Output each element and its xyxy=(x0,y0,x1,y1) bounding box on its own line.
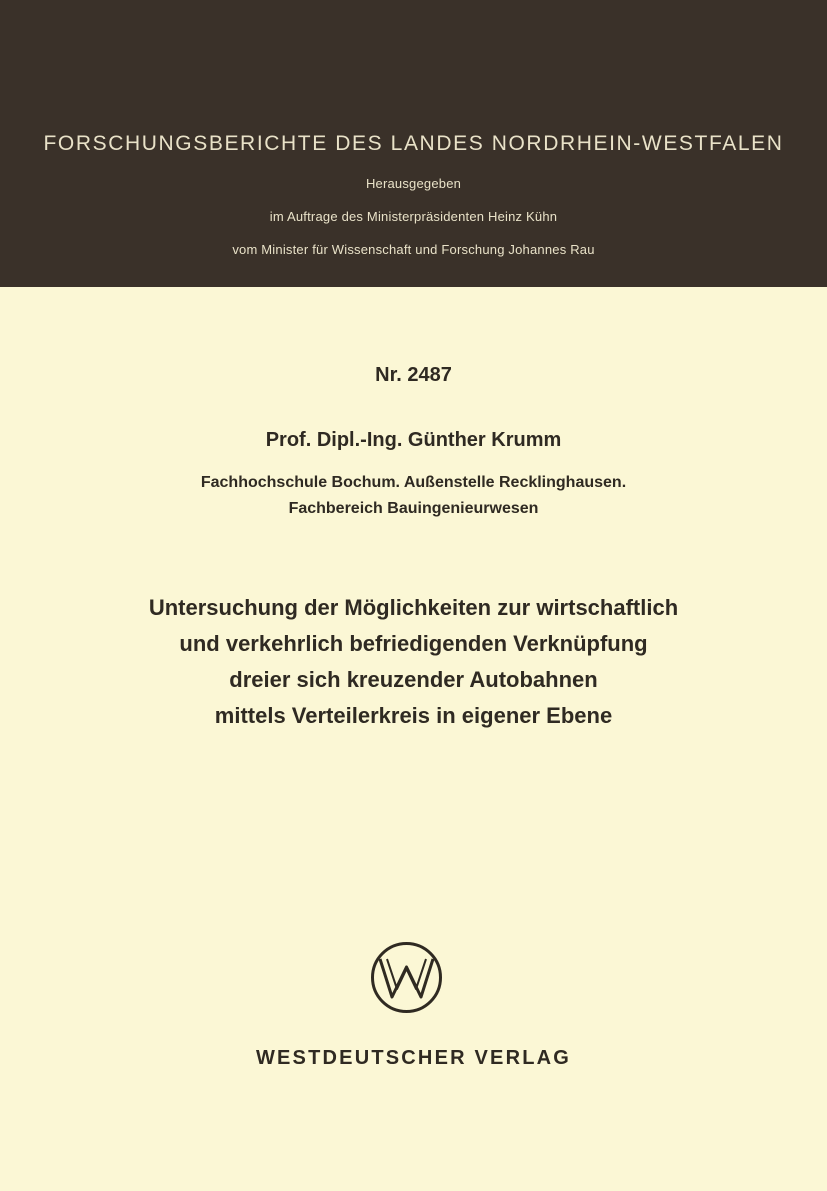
title-line: mittels Verteilerkreis in eigener Ebene xyxy=(214,703,613,728)
affiliation xyxy=(0,470,827,522)
editor-line-1: Herausgegeben xyxy=(365,176,462,191)
series-title: FORSCHUNGSBERICHTE DES LANDES NORDRHEIN-WESTFALEN xyxy=(43,132,784,155)
editor-line-2: im Auftrage des Ministerpräsidenten Heinz Kühn xyxy=(269,209,558,224)
report-title xyxy=(0,590,827,734)
editor-line-3: vom Minister für Wissenschaft und Forschung Johannes Rau xyxy=(232,242,595,257)
author-name: Prof. Dipl.-Ing. Günther Krumm xyxy=(265,429,562,451)
report-number: Nr. 2487 xyxy=(375,364,452,386)
title-line: Untersuchung der Möglichkeiten zur wirtschaftlich xyxy=(148,595,679,620)
publisher-logo-icon xyxy=(370,941,443,1014)
publisher-name: WESTDEUTSCHER VERLAG xyxy=(255,1047,572,1069)
title-line: und verkehrlich befriedigenden Verknüpfung xyxy=(179,631,648,656)
title-line: dreier sich kreuzender Autobahnen xyxy=(229,667,598,692)
affiliation-line: Fachbereich Bauingenieurwesen xyxy=(288,500,539,517)
affiliation-line: Fachhochschule Bochum. Außenstelle Recklinghausen. xyxy=(200,474,627,491)
series-header-band xyxy=(0,0,827,287)
